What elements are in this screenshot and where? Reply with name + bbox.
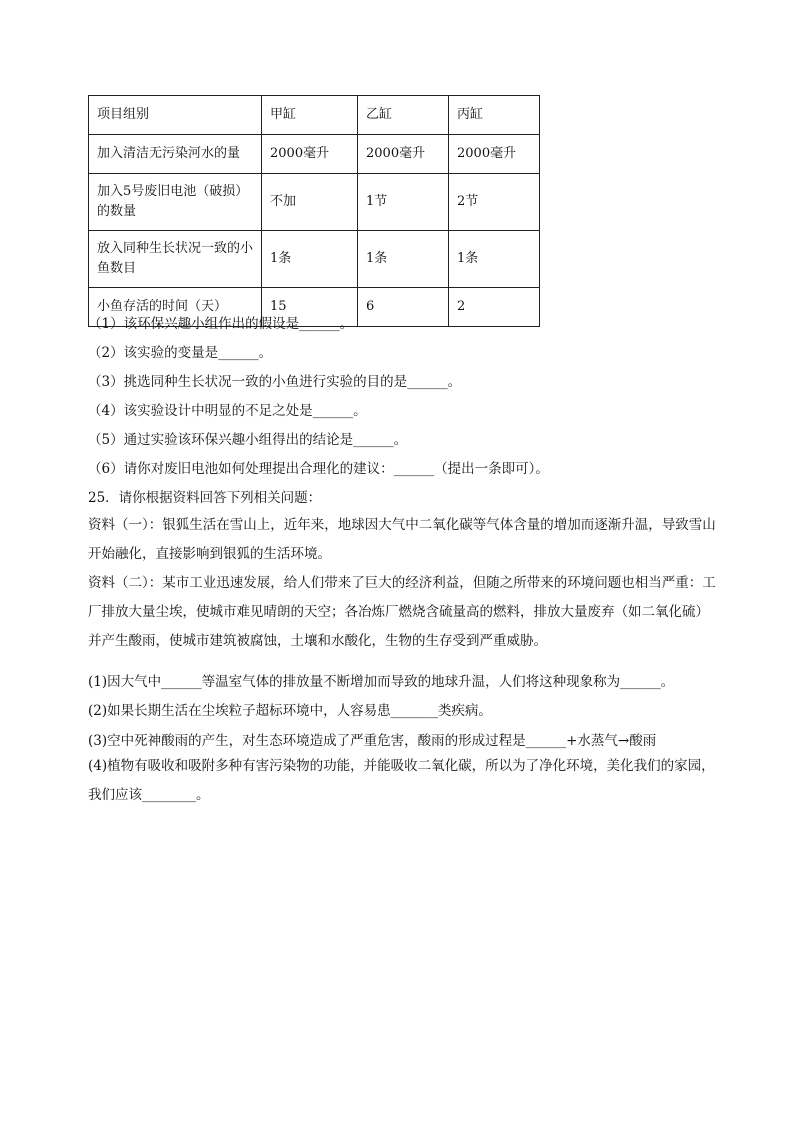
table-cell: 2节 <box>449 174 540 231</box>
table-cell: 小鱼存活的时间（天） <box>89 288 262 327</box>
table-cell: 项目组别 <box>89 96 262 135</box>
question-25-1: (1)因大气中______等温室气体的排放量不断增加而导致的地球升温，人们将这种现象称为______。 <box>88 674 675 690</box>
table-row <box>89 231 540 288</box>
experiment-table <box>88 95 540 327</box>
table-cell: 2000毫升 <box>449 135 540 174</box>
question-24-3: （3）挑选同种生长状况一致的小鱼进行实验的目的是______。 <box>88 374 462 390</box>
table-cell: 不加 <box>262 174 358 231</box>
table-cell: 甲缸 <box>262 96 358 135</box>
table-cell: 2000毫升 <box>358 135 449 174</box>
table-cell: 1条 <box>449 231 540 288</box>
question-25-2: (2)如果长期生活在尘埃粒子超标环境中，人容易患_______类疾病。 <box>88 703 492 719</box>
table-cell: 1条 <box>262 231 358 288</box>
question-24-5: （5）通过实验该环保兴趣小组得出的结论是______。 <box>88 432 408 448</box>
material-2: 资料（二）：某市工业迅速发展，给人们带来了巨大的经济利益，但随之所带来的环境问题也相当严重：工厂排放大量尘埃，使城市难见晴朗的天空；各冶炼厂燃烧含硫量高的燃料，排放大量废弃（如二氧化硫）并产生酸雨，使城市建筑被腐蚀，土壤和水酸化，生物的生存受到严重威胁。 <box>88 575 716 649</box>
question-24-1: （1）该环保兴趣小组作出的假设是______。 <box>88 316 354 332</box>
table-cell: 放入同种生长状况一致的小鱼数目 <box>89 231 262 288</box>
question-25-title: 25．请你根据资料回答下列相关问题： <box>88 490 322 506</box>
question-24-2: （2）该实验的变量是______。 <box>88 345 273 361</box>
table-row <box>89 135 540 174</box>
table-cell: 2 <box>449 288 540 327</box>
question-25-4: (4)植物有吸收和吸附多种有害污染物的功能，并能吸收二氧化碳，所以为了净化环境，美化我们的家园，我们应该________。 <box>88 758 715 803</box>
question-25-3: (3)空中死神酸雨的产生，对生态环境造成了严重危害，酸雨的形成过程是______+水蒸气→酸雨 <box>88 733 657 749</box>
table-row <box>89 174 540 231</box>
table-cell: 6 <box>358 288 449 327</box>
material-1: 资料（一）：银狐生活在雪山上，近年来，地球因大气中二氧化碳等气体含量的增加而逐渐升温，导致雪山开始融化，直接影响到银狐的生活环境。 <box>88 517 716 562</box>
table-cell: 1条 <box>358 231 449 288</box>
table-cell: 加入5号废旧电池（破损）的数量 <box>89 174 262 231</box>
question-24-4: （4）该实验设计中明显的不足之处是______。 <box>88 403 367 419</box>
table-cell: 乙缸 <box>358 96 449 135</box>
table-cell: 15 <box>262 288 358 327</box>
table-cell: 2000毫升 <box>262 135 358 174</box>
table-row <box>89 96 540 135</box>
table-cell: 1节 <box>358 174 449 231</box>
table-cell: 加入清洁无污染河水的量 <box>89 135 262 174</box>
table-cell: 丙缸 <box>449 96 540 135</box>
question-24-6: （6）请你对废旧电池如何处理提出合理化的建议：______（提出一条即可）。 <box>88 461 549 477</box>
